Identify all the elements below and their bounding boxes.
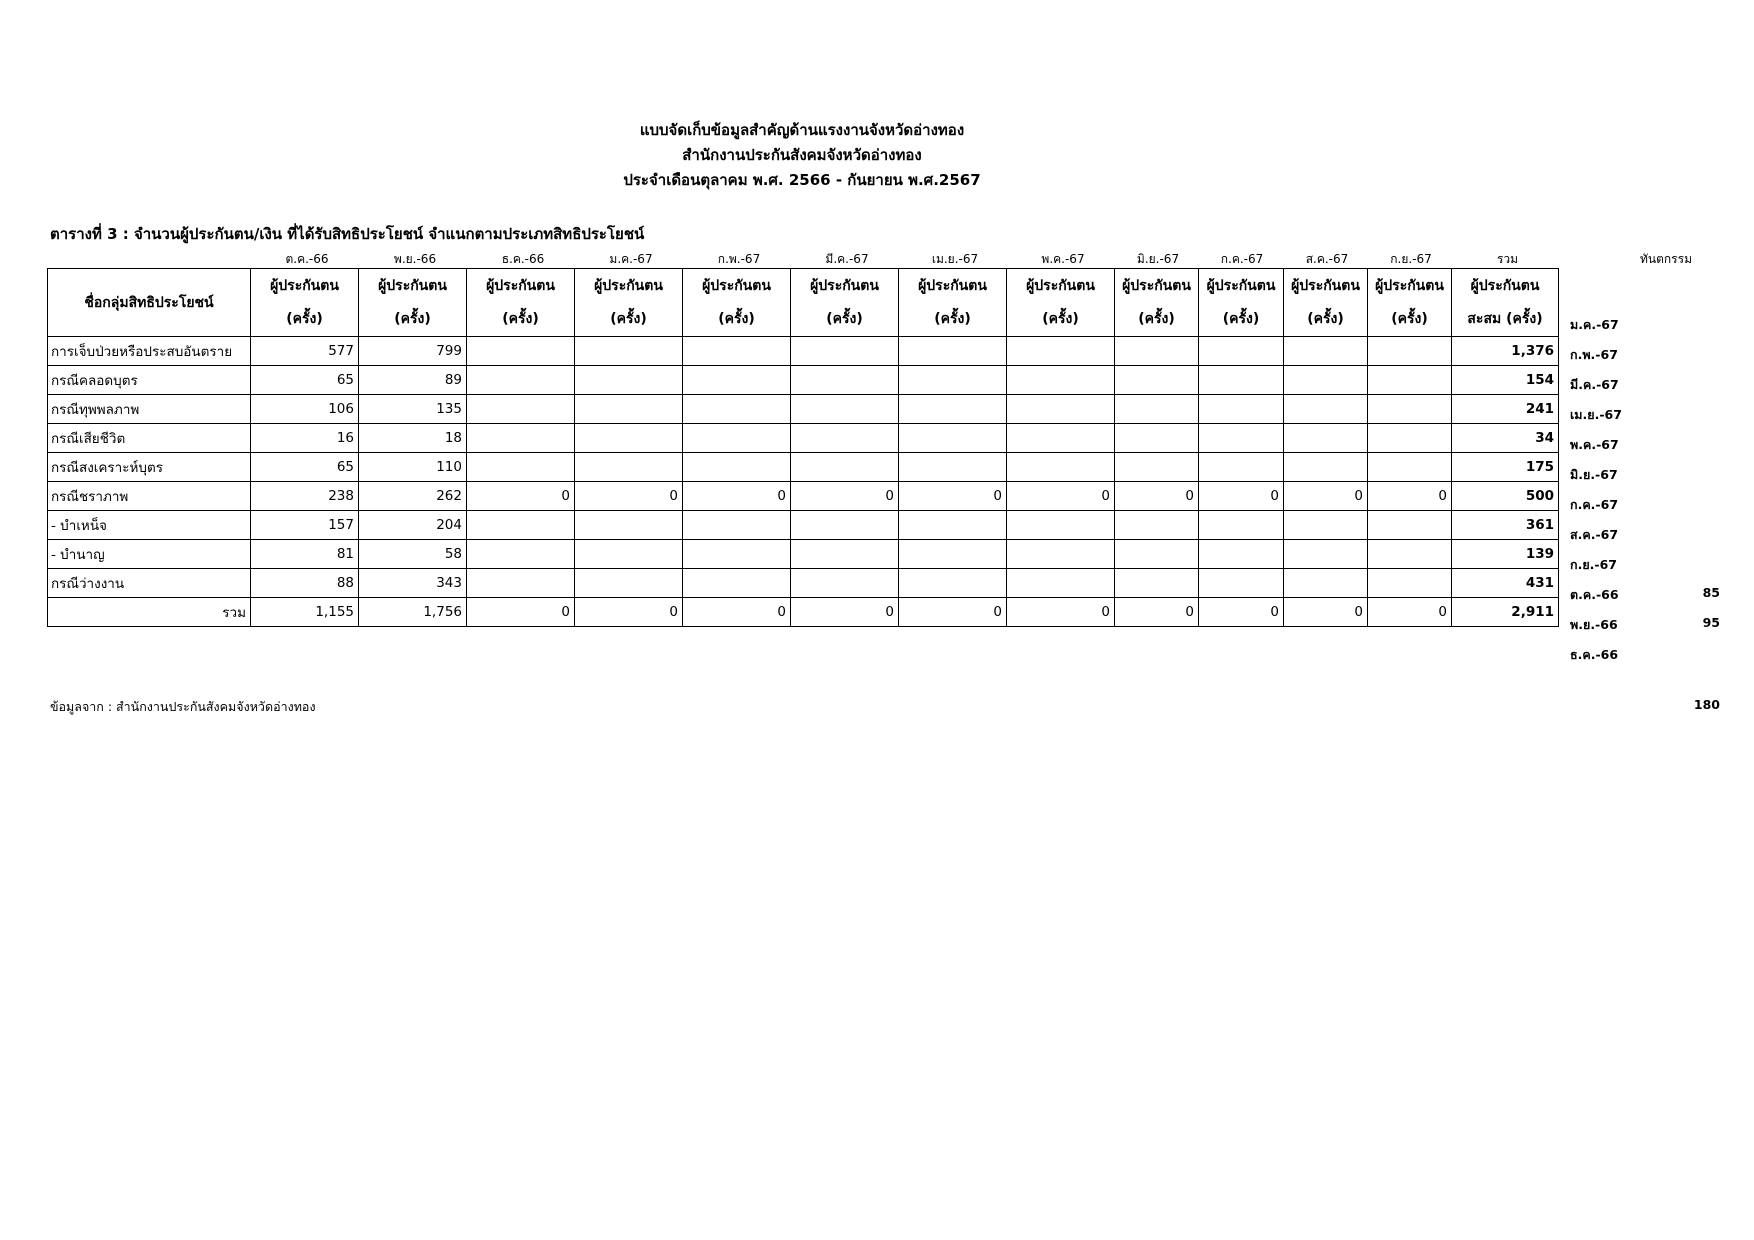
value-cell bbox=[683, 511, 791, 540]
benefits-table bbox=[47, 268, 1559, 627]
row-label: กรณีคลอดบุตร bbox=[48, 366, 251, 395]
total-cell: 154 bbox=[1452, 366, 1559, 395]
value-cell bbox=[1007, 424, 1115, 453]
value-cell bbox=[1368, 540, 1452, 569]
value-cell bbox=[1007, 395, 1115, 424]
column-subheader: (ครั้ง) bbox=[1199, 303, 1284, 337]
value-cell bbox=[1115, 511, 1199, 540]
column-header: ผู้ประกันตน bbox=[791, 269, 899, 303]
column-header: ผู้ประกันตน bbox=[1007, 269, 1115, 303]
value-cell bbox=[791, 366, 899, 395]
value-cell bbox=[791, 540, 899, 569]
value-cell bbox=[899, 337, 1007, 366]
value-cell bbox=[1368, 366, 1452, 395]
column-subheader: (ครั้ง) bbox=[467, 303, 575, 337]
value-cell: 110 bbox=[359, 453, 467, 482]
value-cell bbox=[1199, 511, 1284, 540]
value-cell: 16 bbox=[251, 424, 359, 453]
column-header: ผู้ประกันตน bbox=[1284, 269, 1368, 303]
value-cell bbox=[1115, 569, 1199, 598]
value-cell bbox=[1284, 540, 1368, 569]
column-subheader: (ครั้ง) bbox=[683, 303, 791, 337]
value-cell: 89 bbox=[359, 366, 467, 395]
total-cell: 175 bbox=[1452, 453, 1559, 482]
value-cell bbox=[467, 540, 575, 569]
value-cell: 0 bbox=[1368, 482, 1452, 511]
value-cell bbox=[575, 569, 683, 598]
value-cell: 58 bbox=[359, 540, 467, 569]
value-cell bbox=[1199, 337, 1284, 366]
total-cell: 431 bbox=[1452, 569, 1559, 598]
side-month-list bbox=[1570, 310, 1622, 670]
value-cell bbox=[1115, 366, 1199, 395]
value-cell bbox=[899, 540, 1007, 569]
value-cell bbox=[467, 366, 575, 395]
value-cell: 0 bbox=[683, 482, 791, 511]
total-column-subheader: สะสม (ครั้ง) bbox=[1452, 303, 1559, 337]
value-cell: 0 bbox=[467, 482, 575, 511]
value-cell bbox=[683, 569, 791, 598]
column-subheader: (ครั้ง) bbox=[359, 303, 467, 337]
month-label: ก.ย.-67 bbox=[1390, 252, 1432, 266]
source-note: ข้อมูลจาก : สำนักงานประกันสังคมจังหวัดอ่างทอง bbox=[50, 699, 316, 714]
value-cell bbox=[467, 511, 575, 540]
value-cell: 0 bbox=[1199, 598, 1284, 627]
column-header: ผู้ประกันตน bbox=[1368, 269, 1452, 303]
month-label: ม.ค.-67 bbox=[609, 252, 653, 266]
table-row bbox=[48, 366, 1559, 395]
value-cell: 238 bbox=[251, 482, 359, 511]
table-row bbox=[48, 453, 1559, 482]
value-cell bbox=[1199, 424, 1284, 453]
value-cell bbox=[1007, 337, 1115, 366]
value-cell: 0 bbox=[575, 598, 683, 627]
column-subheader: (ครั้ง) bbox=[251, 303, 359, 337]
value-cell: 18 bbox=[359, 424, 467, 453]
value-cell bbox=[575, 511, 683, 540]
value-cell bbox=[1007, 540, 1115, 569]
value-cell: 0 bbox=[791, 482, 899, 511]
value-cell bbox=[1284, 366, 1368, 395]
side-month: มี.ค.-67 bbox=[1570, 377, 1619, 392]
value-cell bbox=[1115, 453, 1199, 482]
column-header: ผู้ประกันตน bbox=[683, 269, 791, 303]
column-subheader: (ครั้ง) bbox=[1368, 303, 1452, 337]
month-label: พ.ย.-66 bbox=[393, 252, 437, 266]
table-row bbox=[48, 569, 1559, 598]
value-cell: 0 bbox=[1115, 482, 1199, 511]
bottom-value: 180 bbox=[1693, 697, 1720, 712]
month-label: มิ.ย.-67 bbox=[1136, 252, 1180, 266]
value-cell bbox=[1368, 395, 1452, 424]
column-header: ผู้ประกันตน bbox=[467, 269, 575, 303]
value-cell: 1,756 bbox=[359, 598, 467, 627]
value-cell bbox=[1115, 337, 1199, 366]
report-header bbox=[0, 118, 1604, 193]
table-row bbox=[48, 424, 1559, 453]
value-cell bbox=[1115, 424, 1199, 453]
side-month: ต.ค.-66 bbox=[1570, 587, 1619, 602]
value-cell bbox=[1284, 424, 1368, 453]
row-label: กรณีทุพพลภาพ bbox=[48, 395, 251, 424]
report-title-line2: สำนักงานประกันสังคมจังหวัดอ่างทอง bbox=[682, 146, 922, 164]
value-cell: 0 bbox=[899, 482, 1007, 511]
value-cell bbox=[1284, 337, 1368, 366]
value-cell bbox=[1007, 453, 1115, 482]
value-cell bbox=[575, 366, 683, 395]
value-cell bbox=[467, 337, 575, 366]
value-cell bbox=[899, 395, 1007, 424]
value-cell bbox=[1284, 453, 1368, 482]
column-subheader: (ครั้ง) bbox=[575, 303, 683, 337]
table-row bbox=[48, 511, 1559, 540]
group-header: ชื่อกลุ่มสิทธิประโยชน์ bbox=[48, 269, 251, 337]
value-cell: 88 bbox=[251, 569, 359, 598]
row-label: กรณีสงเคราะห์บุตร bbox=[48, 453, 251, 482]
column-subheader: (ครั้ง) bbox=[1007, 303, 1115, 337]
value-cell bbox=[467, 453, 575, 482]
value-cell bbox=[899, 366, 1007, 395]
value-cell bbox=[683, 395, 791, 424]
value-cell bbox=[1284, 395, 1368, 424]
value-cell bbox=[575, 424, 683, 453]
value-cell: 0 bbox=[1284, 482, 1368, 511]
side-month: ก.ย.-67 bbox=[1570, 557, 1617, 572]
value-cell bbox=[1368, 453, 1452, 482]
value-cell bbox=[575, 540, 683, 569]
value-cell: 0 bbox=[1115, 598, 1199, 627]
side-value-nov66: 95 bbox=[1702, 615, 1720, 630]
month-label: มี.ค.-67 bbox=[825, 252, 869, 266]
table-row bbox=[48, 540, 1559, 569]
month-label: ธ.ค.-66 bbox=[501, 252, 545, 266]
column-subheader: (ครั้ง) bbox=[791, 303, 899, 337]
value-cell bbox=[1007, 569, 1115, 598]
value-cell: 0 bbox=[899, 598, 1007, 627]
value-cell bbox=[1007, 366, 1115, 395]
column-subheader: (ครั้ง) bbox=[899, 303, 1007, 337]
value-cell bbox=[1199, 453, 1284, 482]
total-cell: 1,376 bbox=[1452, 337, 1559, 366]
value-cell bbox=[791, 511, 899, 540]
value-cell: 0 bbox=[467, 598, 575, 627]
report-title-line1: แบบจัดเก็บข้อมูลสำคัญด้านแรงงานจังหวัดอ่างทอง bbox=[639, 121, 965, 139]
row-label: กรณีว่างงาน bbox=[48, 569, 251, 598]
column-header: ผู้ประกันตน bbox=[359, 269, 467, 303]
value-cell bbox=[791, 395, 899, 424]
value-cell bbox=[683, 366, 791, 395]
report-title-line3: ประจำเดือนตุลาคม พ.ศ. 2566 - กันยายน พ.ศ.2567 bbox=[623, 171, 981, 189]
value-cell bbox=[899, 511, 1007, 540]
value-cell bbox=[467, 569, 575, 598]
total-cell: 139 bbox=[1452, 540, 1559, 569]
value-cell bbox=[791, 569, 899, 598]
side-month: ม.ค.-67 bbox=[1570, 317, 1619, 332]
value-cell bbox=[1368, 511, 1452, 540]
table-caption: ตารางที่ 3 : จำนวนผู้ประกันตน/เงิน ที่ได้รับสิทธิประโยชน์ จำแนกตามประเภทสิทธิประโยชน์ bbox=[50, 225, 645, 243]
value-cell: 135 bbox=[359, 395, 467, 424]
side-value-oct66: 85 bbox=[1702, 585, 1720, 600]
month-label: ต.ค.-66 bbox=[285, 252, 329, 266]
row-label: รวม bbox=[48, 598, 251, 627]
column-header: ผู้ประกันตน bbox=[251, 269, 359, 303]
value-cell bbox=[575, 337, 683, 366]
value-cell bbox=[1007, 511, 1115, 540]
value-cell bbox=[1199, 395, 1284, 424]
value-cell: 262 bbox=[359, 482, 467, 511]
column-header: ผู้ประกันตน bbox=[1199, 269, 1284, 303]
value-cell bbox=[683, 453, 791, 482]
value-cell bbox=[467, 395, 575, 424]
table-sum-row bbox=[48, 598, 1559, 627]
value-cell: 0 bbox=[791, 598, 899, 627]
column-subheader: (ครั้ง) bbox=[1115, 303, 1199, 337]
value-cell: 106 bbox=[251, 395, 359, 424]
side-month: พ.ค.-67 bbox=[1570, 437, 1619, 452]
value-cell bbox=[575, 395, 683, 424]
side-month: ก.พ.-67 bbox=[1570, 347, 1618, 362]
value-cell bbox=[791, 424, 899, 453]
month-label: รวม bbox=[1496, 252, 1519, 266]
value-cell bbox=[1284, 511, 1368, 540]
value-cell: 0 bbox=[683, 598, 791, 627]
value-cell bbox=[899, 424, 1007, 453]
value-cell bbox=[467, 424, 575, 453]
month-label: ก.พ.-67 bbox=[717, 252, 761, 266]
value-cell bbox=[1199, 366, 1284, 395]
value-cell bbox=[791, 337, 899, 366]
value-cell: 799 bbox=[359, 337, 467, 366]
value-cell: 0 bbox=[1368, 598, 1452, 627]
total-cell: 241 bbox=[1452, 395, 1559, 424]
value-cell: 81 bbox=[251, 540, 359, 569]
value-cell bbox=[683, 540, 791, 569]
total-cell: 34 bbox=[1452, 424, 1559, 453]
value-cell: 157 bbox=[251, 511, 359, 540]
value-cell: 0 bbox=[1007, 482, 1115, 511]
value-cell bbox=[791, 453, 899, 482]
value-cell: 204 bbox=[359, 511, 467, 540]
value-cell bbox=[1368, 569, 1452, 598]
value-cell bbox=[1199, 540, 1284, 569]
table-row bbox=[48, 482, 1559, 511]
table-row bbox=[48, 395, 1559, 424]
column-header: ผู้ประกันตน bbox=[1115, 269, 1199, 303]
value-cell bbox=[1199, 569, 1284, 598]
value-cell: 577 bbox=[251, 337, 359, 366]
value-cell: 0 bbox=[575, 482, 683, 511]
value-cell bbox=[1368, 424, 1452, 453]
row-label: กรณีเสียชีวิต bbox=[48, 424, 251, 453]
value-cell: 0 bbox=[1199, 482, 1284, 511]
month-label: ก.ค.-67 bbox=[1220, 252, 1264, 266]
value-cell: 0 bbox=[1284, 598, 1368, 627]
total-cell: 361 bbox=[1452, 511, 1559, 540]
total-cell: 2,911 bbox=[1452, 598, 1559, 627]
value-cell bbox=[683, 337, 791, 366]
value-cell: 0 bbox=[1007, 598, 1115, 627]
column-header: ผู้ประกันตน bbox=[899, 269, 1007, 303]
column-subheader: (ครั้ง) bbox=[1284, 303, 1368, 337]
value-cell: 1,155 bbox=[251, 598, 359, 627]
value-cell bbox=[1115, 540, 1199, 569]
side-month: ธ.ค.-66 bbox=[1570, 647, 1619, 662]
value-cell bbox=[575, 453, 683, 482]
side-month: ส.ค.-67 bbox=[1570, 527, 1619, 542]
row-label: - บำเหน็จ bbox=[48, 511, 251, 540]
month-label: พ.ค.-67 bbox=[1041, 252, 1085, 266]
value-cell bbox=[683, 424, 791, 453]
row-label: การเจ็บป่วยหรือประสบอันตราย bbox=[48, 337, 251, 366]
value-cell bbox=[899, 569, 1007, 598]
side-month: มิ.ย.-67 bbox=[1570, 467, 1618, 482]
value-cell bbox=[899, 453, 1007, 482]
value-cell bbox=[1368, 337, 1452, 366]
month-label: ส.ค.-67 bbox=[1305, 252, 1349, 266]
side-month: พ.ย.-66 bbox=[1570, 617, 1618, 632]
value-cell: 65 bbox=[251, 366, 359, 395]
side-month: เม.ย.-67 bbox=[1570, 407, 1622, 422]
table-body bbox=[48, 337, 1559, 627]
total-cell: 500 bbox=[1452, 482, 1559, 511]
table-row bbox=[48, 337, 1559, 366]
value-cell: 343 bbox=[359, 569, 467, 598]
dental-label: ทันตกรรม bbox=[1640, 252, 1692, 266]
side-month: ก.ค.-67 bbox=[1570, 497, 1619, 512]
side-value-list bbox=[1660, 580, 1720, 640]
month-label: เม.ย.-67 bbox=[931, 252, 979, 266]
total-column-header: ผู้ประกันตน bbox=[1452, 269, 1559, 303]
value-cell: 65 bbox=[251, 453, 359, 482]
value-cell bbox=[1115, 395, 1199, 424]
row-label: - บำนาญ bbox=[48, 540, 251, 569]
value-cell bbox=[1284, 569, 1368, 598]
column-header: ผู้ประกันตน bbox=[575, 269, 683, 303]
row-label: กรณีชราภาพ bbox=[48, 482, 251, 511]
